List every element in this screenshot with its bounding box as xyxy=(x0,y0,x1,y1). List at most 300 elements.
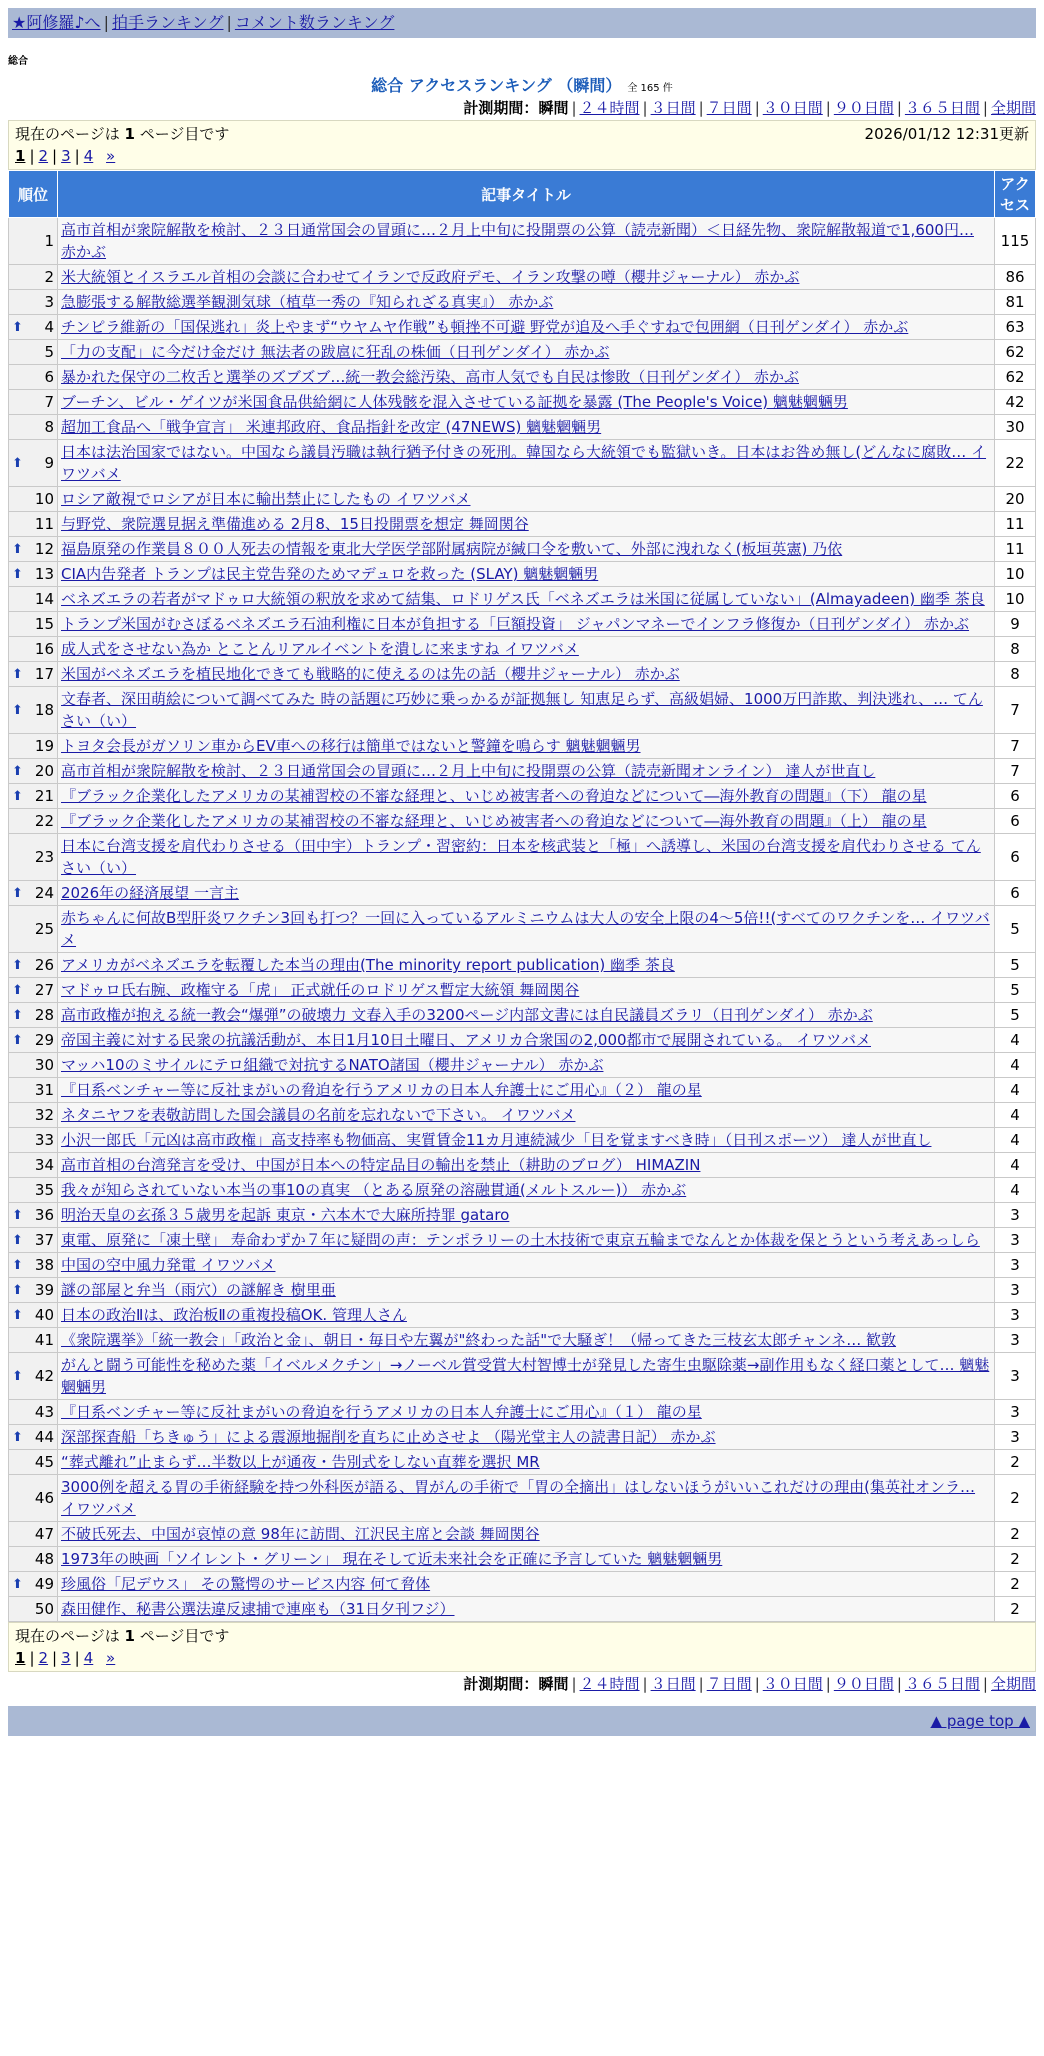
table-row xyxy=(9,487,1036,512)
rank-cell xyxy=(9,1400,58,1425)
table-row xyxy=(9,1053,1036,1078)
rank-number: 41 xyxy=(34,1331,54,1349)
access-count: 2 xyxy=(995,1522,1036,1547)
period-option-link[interactable]: ３６５日間 xyxy=(904,1675,980,1693)
article-link[interactable]: 高市首相が衆院解散を検討、２３日通常国会の冒頭に…２月上中旬に投開票の公算（読売新聞オンライン） 達人が世直し xyxy=(61,762,876,780)
article-link[interactable]: トランプ米国がむさぼるベネズエラ石油利権に日本が負担する「巨額投資」 ジャパンマネーでインフラ修復か（日刊ゲンダイ） 赤かぶ xyxy=(61,615,970,633)
table-row xyxy=(9,1253,1036,1278)
title-cell xyxy=(58,1522,995,1547)
access-count: 3 xyxy=(995,1228,1036,1253)
period-option-link[interactable]: 全期間 xyxy=(990,1675,1036,1693)
title-cell xyxy=(58,1028,995,1053)
table-row xyxy=(9,365,1036,390)
article-link[interactable]: 『ブラック企業化したアメリカの某補習校の不審な経理と、いじめ被害者への脅迫などについて―海外教育の問題』（下） 龍の星 xyxy=(61,787,927,805)
rank-cell xyxy=(9,1203,58,1228)
article-link[interactable]: トヨタ会長がガソリン車からEV車への移行は簡単ではないと警鐘を鳴らす 魑魅魍魎男 xyxy=(61,737,641,755)
title-cell xyxy=(58,784,995,809)
separator: | xyxy=(52,147,58,165)
article-link[interactable]: アメリカがベネズエラを転覆した本当の理由(The minority report publication) 幽季 茶良 xyxy=(61,956,675,974)
access-count: 3 xyxy=(995,1353,1036,1400)
up-arrow-icon: ⬆ xyxy=(12,983,23,998)
period-current: 瞬間 xyxy=(538,99,569,117)
access-count: 4 xyxy=(995,1128,1036,1153)
article-link[interactable]: 明治天皇の玄孫３５歳男を起訴 東京・六本木で大麻所持罪 gataro xyxy=(61,1206,510,1224)
rank-number: 42 xyxy=(34,1367,54,1385)
rank-number: 46 xyxy=(34,1489,54,1507)
article-link[interactable]: 謎の部屋と弁当（雨穴）の謎解き 樹里亜 xyxy=(61,1281,336,1299)
title-cell xyxy=(58,687,995,734)
rank-cell xyxy=(9,759,58,784)
page-link[interactable]: 3 xyxy=(61,1649,71,1667)
rank-number: 30 xyxy=(34,1056,54,1074)
separator: | xyxy=(642,99,648,117)
table-row xyxy=(9,906,1036,953)
title-cell xyxy=(58,265,995,290)
ranking-title-line xyxy=(8,73,1036,96)
table-row xyxy=(9,1353,1036,1400)
rank-number: 11 xyxy=(34,515,54,533)
table-row xyxy=(9,340,1036,365)
article-link[interactable]: 不破氏死去、中国が哀悼の意 98年に訪問、江沢民主席と会談 舞岡関谷 xyxy=(61,1525,540,1543)
title-cell xyxy=(58,290,995,315)
article-link[interactable]: 我々が知らされていない本当の事10の真実 （とある原発の溶融貫通(メルトスルー)） 赤かぶ xyxy=(61,1181,687,1199)
article-link[interactable]: 小沢一郎氏「元凶は高市政権」高支持率も物価高、実質賃金11カ月連続減少「目を覚ますべき時」（日刊スポーツ） 達人が世直し xyxy=(61,1131,932,1149)
title-cell xyxy=(58,1053,995,1078)
article-link[interactable]: 成人式をさせない為か とことんリアルイベントを潰しに来ますね イワツバメ xyxy=(61,640,579,658)
up-arrow-icon: ⬆ xyxy=(12,567,23,582)
separator: | xyxy=(896,99,902,117)
table-row xyxy=(9,612,1036,637)
title-cell xyxy=(58,415,995,440)
article-link[interactable]: 日本に台湾支援を肩代わりさせる（田中宇）トランプ・習密約：日本を核武装と「極」へ誘導し、米国の台湾支援を肩代わりさせる てんさい（い） xyxy=(61,837,981,877)
page-link[interactable]: 4 xyxy=(83,1649,94,1667)
up-arrow-icon: ⬆ xyxy=(12,1308,23,1323)
title-cell xyxy=(58,365,995,390)
access-count: 3 xyxy=(995,1400,1036,1425)
period-option-link[interactable]: ２４時間 xyxy=(579,99,640,117)
access-count: 8 xyxy=(995,662,1036,687)
title-cell xyxy=(58,1400,995,1425)
period-option-link[interactable]: ３６５日間 xyxy=(904,99,980,117)
table-row xyxy=(9,809,1036,834)
rank-number: 10 xyxy=(34,490,54,508)
table-row xyxy=(9,218,1036,265)
article-link[interactable]: 与野党、衆院選見据え準備進める 2月8、15日投開票を想定 舞岡関谷 xyxy=(61,515,529,533)
article-link[interactable]: 1973年の映画「ソイレント・グリーン」 現在そして近未来社会を正確に予言していた 魑魅魍魎男 xyxy=(61,1550,723,1568)
article-link[interactable]: 高市首相の台湾発言を受け、中国が日本への特定品目の輸出を禁止（耕助のブログ） HIMAZIN xyxy=(61,1156,701,1174)
table-row xyxy=(9,687,1036,734)
rank-number: 33 xyxy=(34,1131,54,1149)
rank-cell xyxy=(9,1103,58,1128)
title-cell xyxy=(58,881,995,906)
article-link[interactable]: 日本は法治国家ではない。中国なら議員汚職は執行猶予付きの死刑。韓国なら大統領でも監獄いき。日本はお咎め無し(どんなに腐敗… イワツバメ xyxy=(61,443,987,483)
access-count: 8 xyxy=(995,637,1036,662)
separator: | xyxy=(29,1649,35,1667)
access-count: 3 xyxy=(995,1278,1036,1303)
rank-cell xyxy=(9,1597,58,1622)
rank-number: 28 xyxy=(34,1006,54,1024)
access-count: 7 xyxy=(995,759,1036,784)
applause-ranking-link[interactable]: 拍手ランキング xyxy=(111,13,224,32)
current-page-number: 1 xyxy=(124,1627,135,1645)
table-row xyxy=(9,637,1036,662)
rank-cell xyxy=(9,1028,58,1053)
table-row xyxy=(9,265,1036,290)
title-cell xyxy=(58,1178,995,1203)
access-count: 42 xyxy=(995,390,1036,415)
rank-number: 19 xyxy=(34,737,54,755)
rank-cell xyxy=(9,1475,58,1522)
comment-ranking-link[interactable]: コメント数ランキング xyxy=(234,13,395,32)
access-count: 20 xyxy=(995,487,1036,512)
access-count: 3 xyxy=(995,1303,1036,1328)
article-link[interactable]: ネタニヤフを表敬訪問した国会議員の名前を忘れないで下さい。 イワツバメ xyxy=(61,1106,576,1124)
rank-number: 25 xyxy=(34,920,54,938)
article-link[interactable]: 3000例を超える胃の手術経験を持つ外科医が語る、胃がんの手術で「胃の全摘出」はしないほうがいいこれだけの理由(集英社オンラ… イワツバメ xyxy=(61,1478,976,1518)
separator: | xyxy=(896,1675,902,1693)
rank-cell xyxy=(9,637,58,662)
updated-timestamp: 2026/01/12 12:31更新 xyxy=(864,125,1029,143)
separator xyxy=(97,147,102,165)
period-option-link[interactable]: 全期間 xyxy=(990,99,1036,117)
article-link[interactable]: 『ブラック企業化したアメリカの某補習校の不審な経理と、いじめ被害者への脅迫などについて―海外教育の問題』（上） 龍の星 xyxy=(61,812,927,830)
home-link[interactable]: ★阿修羅♪へ xyxy=(12,13,101,32)
rank-number: 31 xyxy=(34,1081,54,1099)
title-cell xyxy=(58,662,995,687)
table-row xyxy=(9,562,1036,587)
rank-number: 23 xyxy=(34,848,54,866)
access-count: 5 xyxy=(995,1003,1036,1028)
up-arrow-icon: ⬆ xyxy=(12,542,23,557)
up-arrow-icon: ⬆ xyxy=(12,886,23,901)
title-cell xyxy=(58,440,995,487)
article-link[interactable]: 急膨張する解散総選挙観測気球（植草一秀の『知られざる真実』） 赤かぶ xyxy=(61,293,554,311)
rank-number: 32 xyxy=(34,1106,54,1124)
table-row xyxy=(9,1547,1036,1572)
page-links xyxy=(15,145,1029,167)
table-row xyxy=(9,1103,1036,1128)
article-link[interactable]: 超加工食品へ「戦争宣言」 米連邦政府、食品指針を改定 (47NEWS) 魑魅魍魎男 xyxy=(61,418,602,436)
rank-number: 50 xyxy=(34,1600,54,1618)
rank-cell xyxy=(9,562,58,587)
access-count: 10 xyxy=(995,562,1036,587)
article-link[interactable]: マドゥロ氏右腕、政権守る「虎」 正式就任のロドリゲス暫定大統領 舞岡関谷 xyxy=(61,981,580,999)
period-selector-bottom xyxy=(8,1672,1036,1696)
access-count: 4 xyxy=(995,1053,1036,1078)
article-link[interactable]: 福島原発の作業員８００人死去の情報を東北大学医学部附属病院が緘口令を敷いて、外部に洩れなく(板垣英憲) 乃依 xyxy=(61,540,843,558)
page-link[interactable]: 2 xyxy=(38,1649,49,1667)
rank-number: 2 xyxy=(44,268,54,286)
article-link[interactable]: 『日系ベンチャー等に反社まがいの脅迫を行うアメリカの日本人弁護士にご用心』（２） 龍の星 xyxy=(61,1081,702,1099)
rank-number: 26 xyxy=(34,956,54,974)
rank-number: 45 xyxy=(34,1453,54,1471)
separator: | xyxy=(74,147,80,165)
table-row xyxy=(9,1153,1036,1178)
rank-cell xyxy=(9,1450,58,1475)
article-link[interactable]: 2026年の経済展望 一言主 xyxy=(61,884,239,902)
article-link[interactable]: 米国がベネズエラを植民地化できても戦略的に使えるのは先の話（櫻井ジャーナル） 赤かぶ xyxy=(61,665,680,683)
article-link[interactable]: 『日系ベンチャー等に反社まがいの脅迫を行うアメリカの日本人弁護士にご用心』（１） 龍の星 xyxy=(61,1403,702,1421)
period-option-link[interactable]: ３０日間 xyxy=(762,99,823,117)
rank-cell xyxy=(9,587,58,612)
access-count: 5 xyxy=(995,978,1036,1003)
rank-number: 34 xyxy=(34,1156,54,1174)
next-page-link[interactable]: » xyxy=(106,1649,116,1667)
title-cell xyxy=(58,1450,995,1475)
period-option-link[interactable]: ９０日間 xyxy=(833,99,894,117)
pager-status-suffix: ページ目です xyxy=(139,1627,230,1645)
separator: | xyxy=(982,1675,988,1693)
rank-number: 7 xyxy=(44,393,54,411)
rank-header: 順位 xyxy=(9,171,58,218)
article-link[interactable]: 文春者、深田萌絵について調べてみた 時の話題に巧妙に乗っかるが証拠無し 知恵足らず、高級娼婦、1000万円詐欺、判決逃れ、… てんさい（い） xyxy=(61,690,983,730)
rank-number: 12 xyxy=(34,540,54,558)
title-cell xyxy=(58,587,995,612)
next-page-link[interactable]: » xyxy=(106,147,116,165)
page-link[interactable]: 2 xyxy=(38,147,49,165)
rank-number: 1 xyxy=(44,232,54,250)
period-label: 計測期間： xyxy=(463,99,539,117)
article-link[interactable]: CIA内告発者 トランプは民主党告発のためマデュロを救った (SLAY) 魑魅魍魎男 xyxy=(61,565,599,583)
article-link[interactable]: ロシア敵視でロシアが日本に輸出禁止にしたもの イワツバメ xyxy=(61,490,471,508)
title-cell xyxy=(58,978,995,1003)
access-count: 30 xyxy=(995,415,1036,440)
title-cell xyxy=(58,759,995,784)
title-cell xyxy=(58,390,995,415)
article-link[interactable]: 中国の空中風力発電 イワツバメ xyxy=(61,1256,276,1274)
period-current: 瞬間 xyxy=(538,1675,569,1693)
table-row xyxy=(9,834,1036,881)
table-row xyxy=(9,759,1036,784)
table-row xyxy=(9,1303,1036,1328)
separator: | xyxy=(52,1649,58,1667)
table-row xyxy=(9,1522,1036,1547)
access-count: 3 xyxy=(995,1203,1036,1228)
title-cell xyxy=(58,1228,995,1253)
period-option-link[interactable]: ７日間 xyxy=(706,99,752,117)
page-link[interactable]: 1 xyxy=(15,1649,26,1667)
up-arrow-icon: ⬆ xyxy=(12,1233,23,1248)
table-row xyxy=(9,734,1036,759)
pager-status-suffix: ページ目です xyxy=(139,125,230,143)
article-link[interactable]: 赤ちゃんに何故B型肝炎ワクチン3回も打つ？一回に入っているアルミニウムは大人の安全上限の4～5倍!!(すべてのワクチンを… イワツバメ xyxy=(61,909,990,949)
article-link[interactable]: 《衆院選挙》「統一教会」「政治と金」、朝日・毎日や左翼が"終わった話"で大騒ぎ！（帰ってきた三枝玄太郎チャンネ… 歓敦 xyxy=(61,1331,897,1349)
rank-number: 48 xyxy=(34,1550,54,1568)
article-link[interactable]: 東電、原発に「凍土壁」 寿命わずか７年に疑問の声：テンポラリーの土木技術で東京五輪までなんとか体裁を保とうという考えあっしら xyxy=(61,1231,980,1249)
article-link[interactable]: ブーチン、ビル・ゲイツが米国食品供給網に人体残骸を混入させている証拠を暴露 (The People's Voice) 魑魅魍魎男 xyxy=(61,393,848,411)
article-link[interactable]: 深部探査船「ちきゅう」による震源地掘削を直ちに止めさせよ （陽光堂主人の読書日記） 赤かぶ xyxy=(61,1428,716,1446)
page-link[interactable]: 3 xyxy=(61,147,71,165)
table-row xyxy=(9,1597,1036,1622)
pager-status xyxy=(15,123,229,145)
period-option-link[interactable]: ３０日間 xyxy=(762,1675,823,1693)
rank-number: 17 xyxy=(34,665,54,683)
rank-cell xyxy=(9,1303,58,1328)
title-cell xyxy=(58,218,995,265)
up-arrow-icon: ⬆ xyxy=(12,1369,23,1384)
article-link[interactable]: 米大統領とイスラエル首相の会談に合わせてイランで反政府デモ、イラン攻撃の噂（櫻井ジャーナル） 赤かぶ xyxy=(61,268,800,286)
title-cell xyxy=(58,1103,995,1128)
period-label: 計測期間： xyxy=(463,1675,539,1693)
access-count: 4 xyxy=(995,1153,1036,1178)
total-count: 全 165 件 xyxy=(627,83,673,94)
page-link[interactable]: 1 xyxy=(15,147,26,165)
title-cell xyxy=(58,1003,995,1028)
rank-number: 37 xyxy=(34,1231,54,1249)
rank-number: 18 xyxy=(34,701,54,719)
access-count: 5 xyxy=(995,906,1036,953)
period-option-link[interactable]: ９０日間 xyxy=(833,1675,894,1693)
article-link[interactable]: 高市政権が抱える統一教会“爆弾”の破壊力 文春入手の3200ページ内部文書には自民議員ズラリ（日刊ゲンダイ） 赤かぶ xyxy=(61,1006,873,1024)
article-link[interactable]: 帝国主義に対する民衆の抗議活動が、本日1月10日土曜日、アメリカ合衆国の2,000都市で展開されている。 イワツバメ xyxy=(61,1031,871,1049)
access-count: 3 xyxy=(995,1328,1036,1353)
title-cell xyxy=(58,1547,995,1572)
access-count: 5 xyxy=(995,953,1036,978)
footer-bar xyxy=(8,1706,1036,1736)
pager-status-row xyxy=(15,1625,1029,1647)
period-option-link[interactable]: ７日間 xyxy=(706,1675,752,1693)
up-arrow-icon: ⬆ xyxy=(12,703,23,718)
rank-cell xyxy=(9,834,58,881)
rank-cell xyxy=(9,315,58,340)
separator xyxy=(97,1649,102,1667)
rank-number: 3 xyxy=(44,293,54,311)
rank-number: 24 xyxy=(34,884,54,902)
article-link[interactable]: 珍風俗「尼デウス」 その驚愕のサービス内容 何て脅体 xyxy=(61,1575,431,1593)
rank-cell xyxy=(9,365,58,390)
rank-cell xyxy=(9,1003,58,1028)
access-count: 11 xyxy=(995,512,1036,537)
page-link[interactable]: 4 xyxy=(83,147,94,165)
title-cell xyxy=(58,953,995,978)
title-cell xyxy=(58,834,995,881)
period-option-link[interactable]: ２４時間 xyxy=(579,1675,640,1693)
table-row xyxy=(9,953,1036,978)
access-count: 6 xyxy=(995,784,1036,809)
rank-number: 49 xyxy=(34,1575,54,1593)
top-nav xyxy=(8,8,1036,38)
title-cell xyxy=(58,1078,995,1103)
title-cell xyxy=(58,340,995,365)
rank-number: 15 xyxy=(34,615,54,633)
separator: | xyxy=(571,1675,577,1693)
access-count: 7 xyxy=(995,734,1036,759)
title-cell xyxy=(58,1153,995,1178)
period-option-link[interactable]: ３日間 xyxy=(650,99,696,117)
rank-cell xyxy=(9,953,58,978)
access-count: 3 xyxy=(995,1425,1036,1450)
table-row xyxy=(9,1278,1036,1303)
rank-cell xyxy=(9,687,58,734)
table-row xyxy=(9,1425,1036,1450)
rank-number: 47 xyxy=(34,1525,54,1543)
table-row xyxy=(9,1475,1036,1522)
rank-number: 39 xyxy=(34,1281,54,1299)
title-cell xyxy=(58,1597,995,1622)
access-count: 115 xyxy=(995,218,1036,265)
rank-cell xyxy=(9,487,58,512)
rank-number: 14 xyxy=(34,590,54,608)
separator: | xyxy=(982,99,988,117)
table-row xyxy=(9,978,1036,1003)
table-header-row xyxy=(9,171,1036,218)
separator: | xyxy=(74,1649,80,1667)
article-link[interactable]: 森田健作、秘書公選法違反逮捕で連座も（31日夕刊フジ） xyxy=(61,1600,455,1618)
title-cell xyxy=(58,537,995,562)
access-count: 6 xyxy=(995,834,1036,881)
table-row xyxy=(9,1078,1036,1103)
separator: | xyxy=(103,13,109,32)
rank-cell xyxy=(9,1253,58,1278)
rank-number: 40 xyxy=(34,1306,54,1324)
access-count: 6 xyxy=(995,809,1036,834)
rank-cell xyxy=(9,906,58,953)
rank-number: 16 xyxy=(34,640,54,658)
title-cell xyxy=(58,809,995,834)
title-cell xyxy=(58,1328,995,1353)
rank-number: 4 xyxy=(44,318,54,336)
up-arrow-icon: ⬆ xyxy=(12,1577,23,1592)
article-link[interactable]: ベネズエラの若者がマドゥロ大統領の釈放を求めて結集、ロドリゲス氏「ベネズエラは米国に従属していない」(Almayadeen) 幽季 茶良 xyxy=(61,590,985,608)
table-row xyxy=(9,440,1036,487)
table-row xyxy=(9,1400,1036,1425)
title-cell xyxy=(58,315,995,340)
title-cell xyxy=(58,1128,995,1153)
page-links xyxy=(15,1647,1029,1669)
article-link[interactable]: がんと闘う可能性を秘めた薬「イベルメクチン」→ノーベル賞受賞大村智博士が発見した寄生虫駆除薬→副作用もなく経口薬として… 魑魅魍魎男 xyxy=(61,1356,990,1396)
rank-cell xyxy=(9,1128,58,1153)
title-header: 記事タイトル xyxy=(58,171,995,218)
article-link[interactable]: 暴かれた保守の二枚舌と選挙のズブズブ…統一教会総汚染、高市人気でも自民は惨敗（日刊ゲンダイ） 赤かぶ xyxy=(61,368,799,386)
table-row xyxy=(9,290,1036,315)
article-link[interactable]: 日本の政治Ⅱは、政治板Ⅱの重複投稿OK. 管理人さん xyxy=(61,1306,407,1324)
period-option-link[interactable]: ３日間 xyxy=(650,1675,696,1693)
pager-status xyxy=(15,1625,229,1647)
access-count: 11 xyxy=(995,537,1036,562)
access-count: 3 xyxy=(995,1253,1036,1278)
title-cell xyxy=(58,637,995,662)
access-count: 4 xyxy=(995,1103,1036,1128)
rank-number: 22 xyxy=(34,812,54,830)
rank-number: 27 xyxy=(34,981,54,999)
access-header: アクセス xyxy=(995,171,1036,218)
article-link[interactable]: マッハ10のミサイルにテロ組織で対抗するNATO諸国（櫻井ジャーナル） 赤かぶ xyxy=(61,1056,604,1074)
ranking-title: 総合 アクセスランキング （瞬間） xyxy=(371,76,622,95)
current-page-number: 1 xyxy=(124,125,135,143)
up-arrow-icon: ⬆ xyxy=(12,1283,23,1298)
up-arrow-icon: ⬆ xyxy=(12,667,23,682)
title-cell xyxy=(58,1425,995,1450)
access-count: 2 xyxy=(995,1572,1036,1597)
table-row xyxy=(9,415,1036,440)
article-link[interactable]: 「力の支配」に今だけ金だけ 無法者の跋扈に狂乱の株価（日刊ゲンダイ） 赤かぶ xyxy=(61,343,610,361)
table-row xyxy=(9,1572,1036,1597)
up-arrow-icon: ⬆ xyxy=(12,764,23,779)
table-row xyxy=(9,1450,1036,1475)
page-top-link[interactable]: ▲ page top ▲ xyxy=(930,1712,1030,1730)
article-link[interactable]: “葬式離れ”止まらず…半数以上が通夜・告別式をしない直葬を選択 MR xyxy=(61,1453,540,1471)
access-count: 10 xyxy=(995,587,1036,612)
access-count: 22 xyxy=(995,440,1036,487)
title-cell xyxy=(58,612,995,637)
rank-cell xyxy=(9,809,58,834)
article-link[interactable]: チンピラ維新の「国保逃れ」炎上やまず“ウヤムヤ作戦”も頓挫不可避 野党が追及へ手ぐすねで包囲網（日刊ゲンダイ） 赤かぶ xyxy=(61,318,909,336)
table-row xyxy=(9,1203,1036,1228)
title-cell xyxy=(58,562,995,587)
article-link[interactable]: 高市首相が衆院解散を検討、２３日通常国会の冒頭に…２月上中旬に投開票の公算（読売新聞）＜日経先物、衆院解散報道で1,600円… 赤かぶ xyxy=(61,221,974,261)
rank-cell xyxy=(9,390,58,415)
title-cell xyxy=(58,1353,995,1400)
